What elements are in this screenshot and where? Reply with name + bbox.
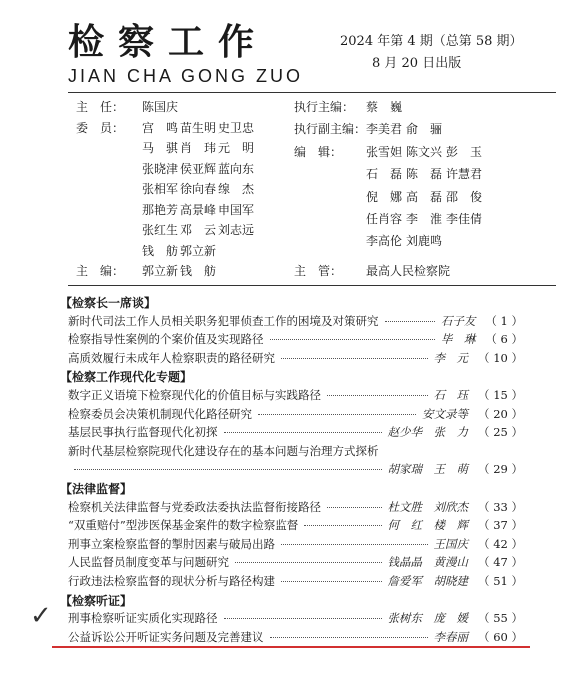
staff-name: 郭立新 xyxy=(180,243,217,258)
staff-name: 张红生 xyxy=(142,223,179,237)
toc-entry-title: 高质效履行未成年人检察职责的路径研究 xyxy=(68,350,275,365)
staff-row xyxy=(294,188,486,205)
masthead-rule xyxy=(68,92,556,93)
staff-row xyxy=(294,120,446,137)
toc-leader-dots xyxy=(281,581,382,582)
staff-name: 刘志远 xyxy=(218,223,255,237)
toc-entry-page: （ 6 ） xyxy=(485,332,523,347)
toc-entry[interactable] xyxy=(68,331,523,349)
staff-name: 元 明 xyxy=(218,141,255,155)
toc-entry-title: “双重赔付”型涉医保基金案件的数字检察监督 xyxy=(68,518,299,533)
toc-entry-author: 赵少华 张 力 xyxy=(387,425,469,440)
staff-name: 李 淮 xyxy=(406,212,443,226)
toc-entry-author: 杜文胜 刘欣杰 xyxy=(387,499,469,514)
toc-entry-title: 新时代司法工作人员相关职务犯罪侦查工作的困境及对策研究 xyxy=(68,313,379,328)
toc-entry[interactable] xyxy=(68,517,523,535)
toc-entry-title: 数字正义语境下检察现代化的价值目标与实践路径 xyxy=(68,388,321,402)
staff-name: 侯亚辉 xyxy=(180,161,217,176)
staff-name: 张晓津 xyxy=(142,161,179,176)
contents-rule xyxy=(68,285,556,286)
highlight-underline xyxy=(52,646,530,648)
staff-row xyxy=(294,98,406,115)
staff-name: 高 磊 xyxy=(406,189,443,204)
staff-row xyxy=(294,210,486,227)
toc-entry[interactable] xyxy=(68,350,523,368)
staff-name: 许慧君 xyxy=(446,167,483,182)
toc-leader-dots xyxy=(327,507,382,508)
publication-date: 8 月 20 日出版 xyxy=(372,56,462,71)
toc-entry-page: （ 55 ） xyxy=(478,611,523,626)
staff-row xyxy=(76,221,256,238)
issue-number: 2024 年第 4 期（总第 58 期） xyxy=(340,34,523,49)
staff-name: 李美君 xyxy=(366,122,403,137)
toc-section-heading: 【检察听证】 xyxy=(60,593,133,608)
staff-name: 蔡 巍 xyxy=(366,100,403,114)
toc-entry-title: 基层民事执行监督现代化初探 xyxy=(68,425,218,440)
toc-entry-title: 刑事检察听证实质化实现路径 xyxy=(68,611,218,626)
staff-name: 郭立新 xyxy=(142,264,179,278)
staff-name: 那艳芳 xyxy=(142,202,179,217)
staff-name: 高景峰 xyxy=(180,202,217,217)
toc-section-heading: 【检察工作现代化专题】 xyxy=(60,370,193,385)
staff-name: 俞 骊 xyxy=(406,122,443,137)
staff-name: 钱 舫 xyxy=(142,243,179,258)
staff-name: 申国军 xyxy=(218,202,255,217)
toc-entry-page: （ 47 ） xyxy=(478,555,523,570)
staff-name: 张相军 xyxy=(142,182,179,196)
toc-entry-title: 检察指导性案例的个案价值及实现路径 xyxy=(68,332,264,347)
staff-role: 编 辑： xyxy=(294,144,343,159)
staff-row xyxy=(76,201,256,218)
toc-section-heading: 【法律监督】 xyxy=(60,482,133,496)
toc-entry[interactable] xyxy=(68,554,523,572)
staff-name: 肖 玮 xyxy=(180,141,217,155)
staff-name: 史卫忠 xyxy=(218,120,255,135)
staff-role: 委 员： xyxy=(76,120,125,135)
toc-leader-dots xyxy=(327,395,428,396)
staff-name: 苗生明 xyxy=(180,120,217,135)
toc-entry[interactable] xyxy=(68,387,523,405)
staff-role: 主 任： xyxy=(76,100,125,114)
toc-entry-title: 公益诉讼公开听证实务问题及完善建议 xyxy=(68,629,264,644)
staff-row xyxy=(76,242,218,259)
toc-entry-author: 钱晶晶 黄漫山 xyxy=(387,555,469,570)
toc-entry[interactable] xyxy=(68,443,523,461)
staff-row xyxy=(76,180,256,197)
staff-name: 最高人民检察院 xyxy=(366,264,451,278)
staff-row xyxy=(76,262,218,279)
staff-name: 马 骐 xyxy=(142,141,179,155)
staff-name: 蓝向东 xyxy=(218,161,255,176)
toc-leader-dots xyxy=(74,469,382,470)
toc-entry[interactable] xyxy=(68,610,523,628)
toc-leader-dots xyxy=(258,414,416,415)
toc-entry[interactable] xyxy=(68,499,523,517)
staff-name: 彭 玉 xyxy=(446,144,483,159)
staff-name: 陈文兴 xyxy=(406,144,443,159)
staff-name: 钱 舫 xyxy=(180,264,217,278)
toc-entry-author: 安文录等 xyxy=(422,406,469,421)
toc-entry[interactable] xyxy=(68,573,523,591)
toc-entry-author: 李 元 xyxy=(433,350,469,365)
staff-name: 石 磊 xyxy=(366,167,403,182)
toc-leader-dots xyxy=(304,525,381,526)
toc-entry-author: 何 红 楼 辉 xyxy=(387,518,469,533)
toc-entry-author: 詹爱军 胡晓建 xyxy=(387,574,469,588)
masthead-title: 检察工作 xyxy=(68,21,269,63)
staff-name: 缐 杰 xyxy=(218,182,255,196)
checkmark-annotation: ✓ xyxy=(30,601,52,631)
toc-leader-dots xyxy=(270,637,428,638)
toc-entry[interactable] xyxy=(68,536,523,554)
staff-row xyxy=(294,143,486,160)
toc-leader-dots xyxy=(281,544,428,545)
toc-entry-page: （ 42 ） xyxy=(478,536,523,551)
staff-role: 执行主编： xyxy=(294,100,355,114)
toc-entry-author: 胡家瑞 王 萌 xyxy=(387,462,469,477)
toc-entry-page: （ 60 ） xyxy=(478,629,523,644)
toc-entry[interactable] xyxy=(68,406,523,424)
toc-entry[interactable] xyxy=(68,629,523,647)
staff-name: 陈国庆 xyxy=(142,100,179,114)
staff-role: 执行副主编： xyxy=(294,122,367,137)
staff-row xyxy=(76,139,256,156)
staff-name: 宫 鸣 xyxy=(142,120,179,135)
staff-row xyxy=(294,232,446,249)
staff-row xyxy=(294,165,486,182)
staff-name: 邵 俊 xyxy=(446,189,483,204)
staff-row xyxy=(76,98,180,115)
staff-name: 张雪妲 xyxy=(366,144,403,159)
toc-entry-title: 行政违法检察监督的现状分析与路径构建 xyxy=(68,574,275,588)
staff-role: 主 编： xyxy=(76,264,125,278)
toc-entry-page: （ 1 ） xyxy=(485,313,523,328)
toc-leader-dots xyxy=(385,321,435,322)
toc-entry-page: （ 15 ） xyxy=(478,388,523,402)
staff-row xyxy=(294,262,451,279)
toc-entry-author: 毕 琳 xyxy=(440,332,476,347)
toc-entry-page: （ 33 ） xyxy=(478,499,523,514)
toc-entry-title: 人民监督员制度变革与问题研究 xyxy=(68,555,229,570)
toc-entry-page: （ 29 ） xyxy=(478,462,523,477)
toc-entry-page: （ 51 ） xyxy=(478,574,523,588)
toc-entry-author: 王国庆 xyxy=(433,536,469,551)
toc-entry[interactable] xyxy=(68,461,523,479)
toc-entry-author: 石子友 xyxy=(440,313,476,328)
toc-leader-dots xyxy=(224,618,382,619)
toc-leader-dots xyxy=(235,562,382,563)
toc-entry-page: （ 10 ） xyxy=(478,350,523,365)
toc-entry-page: （ 20 ） xyxy=(478,406,523,421)
staff-row xyxy=(76,119,256,136)
toc-section-heading: 【检察长一席谈】 xyxy=(60,296,157,310)
staff-row xyxy=(76,160,256,177)
toc-entry-title: 新时代基层检察院现代化建设存在的基本问题与治理方式探析 xyxy=(68,443,379,458)
staff-name: 邓 云 xyxy=(180,223,217,237)
table-of-contents xyxy=(60,290,530,670)
toc-leader-dots xyxy=(224,432,382,433)
toc-entry[interactable] xyxy=(68,424,523,442)
toc-leader-dots xyxy=(281,358,428,359)
toc-entry-author: 石 珏 xyxy=(433,388,469,402)
toc-entry-title: 刑事立案检察监督的掣肘因素与破局出路 xyxy=(68,536,275,551)
staff-name: 刘鹿鸣 xyxy=(406,234,443,249)
staff-role: 主 管： xyxy=(294,264,343,278)
toc-entry-page: （ 25 ） xyxy=(478,425,523,440)
staff-name: 李佳倩 xyxy=(446,212,483,226)
staff-name: 李高伦 xyxy=(366,234,403,249)
toc-entry[interactable] xyxy=(68,313,523,331)
staff-name: 徐向春 xyxy=(180,182,217,196)
toc-entry-author: 张树东 庞 媛 xyxy=(387,611,469,626)
staff-name: 陈 磊 xyxy=(406,167,443,182)
toc-leader-dots xyxy=(270,339,435,340)
masthead-pinyin: JIAN CHA GONG ZUO xyxy=(68,66,304,86)
toc-entry-page: （ 37 ） xyxy=(478,518,523,533)
toc-entry-title: 检察机关法律监督与党委政法委执法监督衔接路径 xyxy=(68,499,321,514)
staff-name: 倪 娜 xyxy=(366,189,403,204)
staff-name: 任肖容 xyxy=(366,212,403,226)
toc-entry-author: 李春丽 xyxy=(433,629,469,644)
toc-entry-title: 检察委员会决策机制现代化路径研究 xyxy=(68,406,252,421)
